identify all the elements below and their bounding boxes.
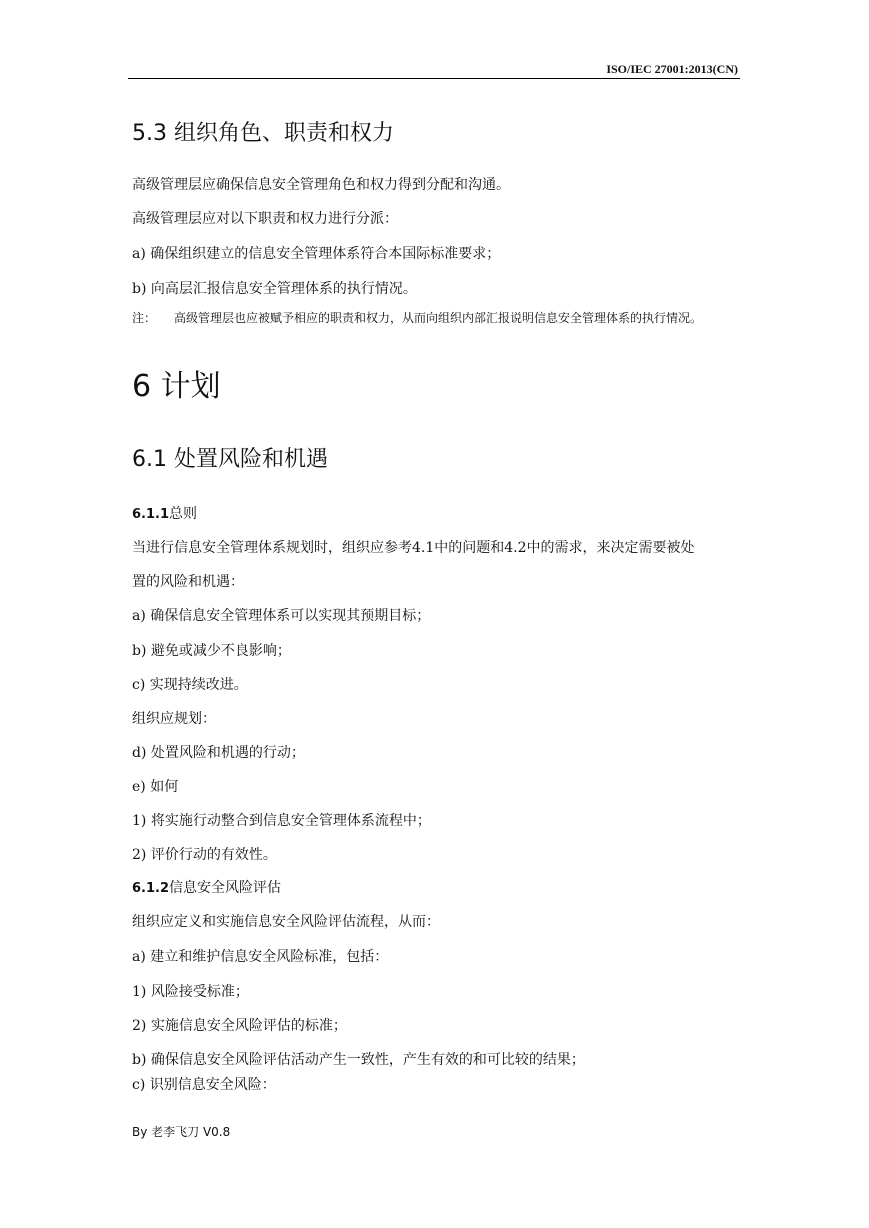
note-text: 高级管理层也应被赋予相应的职责和权力，从而向组织内部汇报说明信息安全管理体系的执行情况。 [174, 311, 703, 325]
s611-number: 6.1.1 [132, 507, 170, 522]
s612-item-a: a) 建立和维护信息安全风险标准，包括： [132, 949, 389, 965]
s611-item-e: e) 如何 [132, 779, 179, 795]
note-label: 注： [132, 311, 157, 325]
s612-item-a-2: 2) 实施信息安全风险评估的标准； [132, 1018, 347, 1034]
s612-intro: 组织应定义和实施信息安全风险评估流程，从而： [132, 914, 440, 930]
footer-author: By 老李飞刀 V0.8 [132, 1125, 231, 1139]
s611-plan: 组织应规划： [132, 711, 216, 727]
s612-item-b: b) 确保信息安全风险评估活动产生一致性，产生有效的和可比较的结果； [132, 1052, 585, 1068]
s53-item-b: b) 向高层汇报信息安全管理体系的执行情况。 [132, 281, 417, 297]
s611-title: 总则 [169, 506, 198, 522]
section-5-3-heading: 5.3 组织角色、职责和权力 [132, 121, 394, 146]
s611-intro-line-2: 置的风险和机遇： [132, 574, 244, 590]
s611-item-d: d) 处置风险和机遇的行动； [132, 745, 305, 761]
s612-title: 信息安全风险评估 [169, 880, 282, 896]
s53-item-a: a) 确保组织建立的信息安全管理体系符合本国际标准要求； [132, 246, 501, 262]
s612-number: 6.1.2 [132, 881, 170, 896]
s611-item-b: b) 避免或减少不良影响； [132, 643, 291, 659]
s611-item-a: a) 确保信息安全管理体系可以实现其预期目标； [132, 608, 431, 624]
s53-note [132, 311, 702, 325]
s53-paragraph-1: 高级管理层应确保信息安全管理角色和权力得到分配和沟通。 [132, 177, 510, 193]
s611-intro-line-1: 当进行信息安全管理体系规划时，组织应参考4.1中的问题和4.2中的需求，来决定需要被处 [132, 540, 695, 556]
s612-item-c: c) 识别信息安全风险： [132, 1077, 276, 1093]
s53-paragraph-2: 高级管理层应对以下职责和权力进行分派： [132, 211, 398, 227]
section-6-1-heading: 6.1 处置风险和机遇 [132, 447, 328, 472]
s612-heading [132, 880, 281, 897]
s611-item-e-2: 2) 评价行动的有效性。 [132, 847, 277, 863]
header-rule [128, 78, 740, 79]
section-6-heading: 6 计划 [132, 369, 221, 404]
s611-heading [132, 506, 197, 523]
s612-item-a-1: 1) 风险接受标准； [132, 984, 249, 1000]
s611-item-e-1: 1) 将实施行动整合到信息安全管理体系流程中； [132, 813, 431, 829]
header-standard: ISO/IEC 27001:2013(CN) [606, 62, 738, 76]
s611-item-c: c) 实现持续改进。 [132, 677, 248, 693]
